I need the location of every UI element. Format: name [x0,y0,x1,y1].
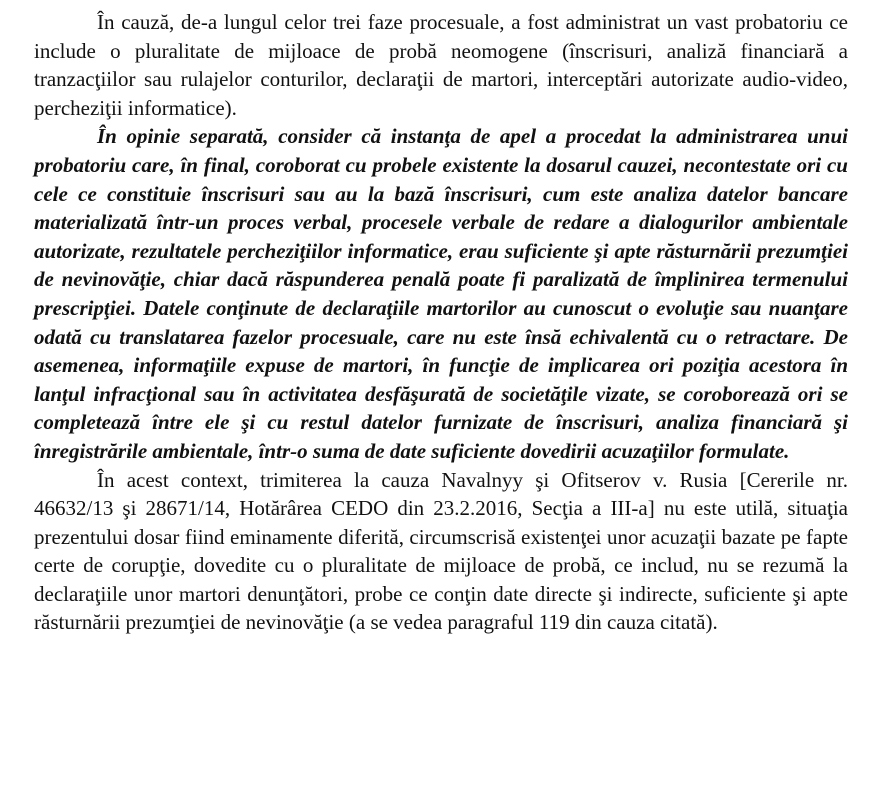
document-body [34,8,848,637]
paragraph-separate-opinion: În opinie separată, consider că instanţa de apel a procedat la administrarea unui probatoriu care, în final, coroborat cu probele existente la dosarul cauzei, necontestate ori cu cele ce constituie înscrisuri sau au la bază înscrisuri, cum este analiza datelor bancare materializată într-un proces verbal, procesele verbale de redare a dialogurilor ambientale autorizate, rezultatele percheziţiilor informatice, erau suficiente şi apte răsturnării prezumţiei de nevinovăţie, chiar dacă răspunderea penală poate fi paralizată de împlinirea termenului prescripţiei. Datele conţinute de declaraţiile martorilor au cunoscut o evoluţie sau nuanţare odată cu translatarea fazelor procesuale, care nu este însă echivalentă cu o retractare. De asemenea, informaţiile expuse de martori, în funcţie de implicarea ori poziţia acestora în lanţul infracţional sau în activitatea desfăşurată de societăţile vizate, se coroborează ori se completează între ele şi cu restul datelor furnizate de înscrisuri, analiza financiară şi înregistrările ambientale, într-o suma de date suficiente dovedirii acuzaţiilor formulate. [34,124,848,463]
paragraph-evidence-overview: În cauză, de-a lungul celor trei faze procesuale, a fost administrat un vast probatoriu ce include o pluralitate de mijloace de probă neomogene (înscrisuri, analiză financiară a tranzacţiilor sau rulajelor conturilor, declaraţii de martori, interceptări autorizate audio-video, percheziţii informatice). [34,10,848,120]
paragraph-navalnyy-reference: În acest context, trimiterea la cauza Navalnyy şi Ofitserov v. Rusia [Cererile nr. 46632/13 şi 28671/14, Hotărârea CEDO din 23.2.2016, Secţia a III-a] nu este utilă, situaţia prezentului dosar fiind eminamente diferită, circumscrisă existenţei unor acuzaţii bazate pe fapte certe de corupţie, dovedite cu o pluralitate de mijloace de probă, ce includ, nu se rezumă la declaraţiile unor martori denunţători, probe ce conţin date directe şi indirecte, suficiente şi apte răsturnării prezumţiei de nevinovăţie (a se vedea paragraful 119 din cauza citată). [34,467,848,635]
